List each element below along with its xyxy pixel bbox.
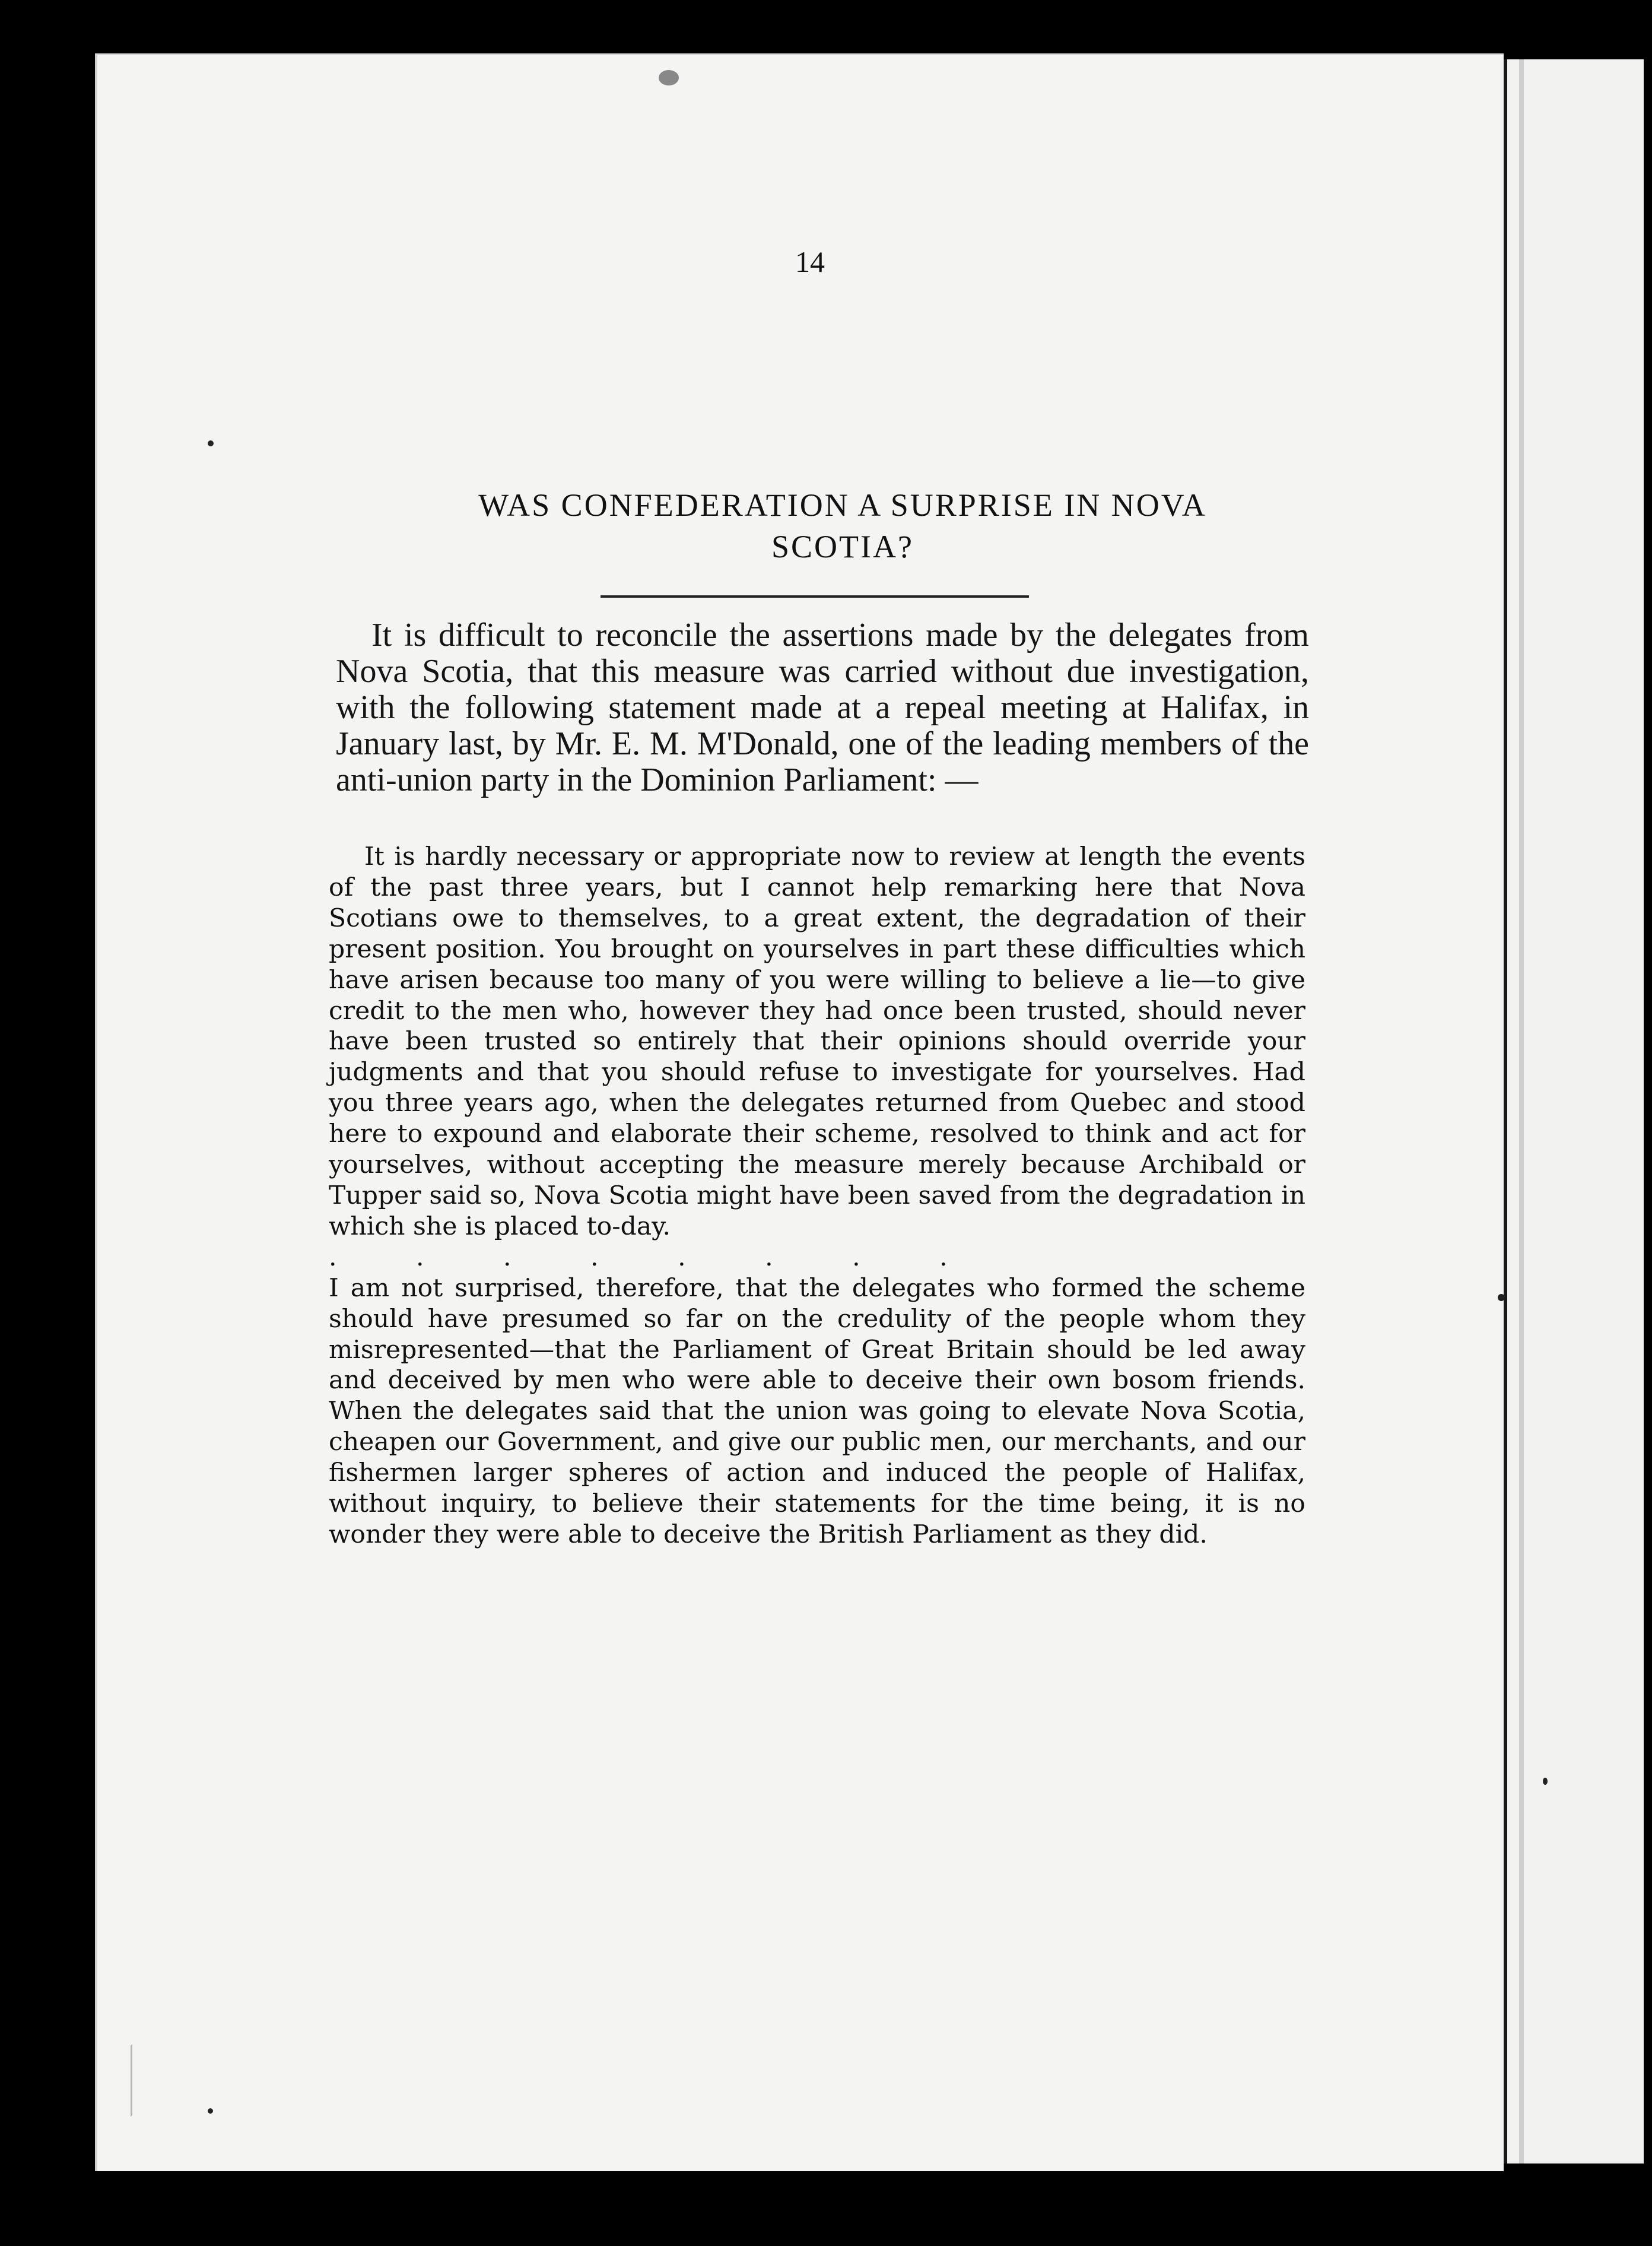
scan-speck — [1498, 1294, 1505, 1301]
scan-speck — [208, 2108, 213, 2114]
title-rule — [601, 595, 1029, 598]
title-line-2: SCOTIA? — [771, 529, 914, 564]
intro-text: It is difficult to reconcile the assertions made by the delegates from Nova Scotia, that this measure was carried without due investigation, with the following statement made at a repeal meeting at Halifax, in January last, by Mr. E. M. M'Donald, one of the leading members of the anti-union party in the Dominion Parliament: — — [336, 617, 1309, 798]
ellipsis: . . . . . . . . — [329, 1242, 983, 1272]
page-edge-shadow — [1519, 59, 1524, 2163]
scan-speck — [208, 440, 214, 446]
quoted-speech — [329, 842, 1305, 1550]
facing-page-edge — [1501, 59, 1644, 2163]
quote-ellipsis-line — [329, 1242, 1305, 1273]
quote-paragraph-2: I am not surprised, therefore, that the delegates who formed the scheme should have presumed so far on the credulity of the people whom they misrepresented—that the Parliament of Great Britain should be led away and deceived by men who were able to deceive their own bosom friends. When the delegates said that the union was going to elevate Nova Scotia, cheapen our Government, and give our public men, our merchants, and our fishermen larger spheres of action and induced the people of Halifax, without inquiry, to believe their statements for the time being, it is no wonder they were able to deceive the British Parliament as they did. — [329, 1273, 1305, 1549]
scan-speck — [659, 70, 679, 85]
page-title — [332, 484, 1353, 567]
page-number: 14 — [795, 245, 825, 278]
intro-paragraph — [336, 617, 1309, 798]
quote-paragraph-1: It is hardly necessary or appropriate now to review at length the events of the past three years, but I cannot help remarking here that Nova Scotians owe to themselves, to a great extent, the degradation of their present position. You brought on yourselves in part these difficulties which have arisen because too many of you were willing to believe a lie—to give credit to the men who, however they had once been trusted, should never have been trusted so entirely that their opinions should override your judgments and that you should refuse to investigate for yourselves. Had you three years ago, when the delegates returned from Quebec and stood here to expound and elaborate their scheme, resolved to think and act for yourselves, without accepting the measure merely because Archibald or Tupper said so, Nova Scotia might have been saved from the degradation in which she is placed to-day. — [329, 842, 1305, 1241]
title-line-1: WAS CONFEDERATION A SURPRISE IN NOVA — [478, 487, 1207, 523]
scan-speck — [1543, 1778, 1548, 1785]
